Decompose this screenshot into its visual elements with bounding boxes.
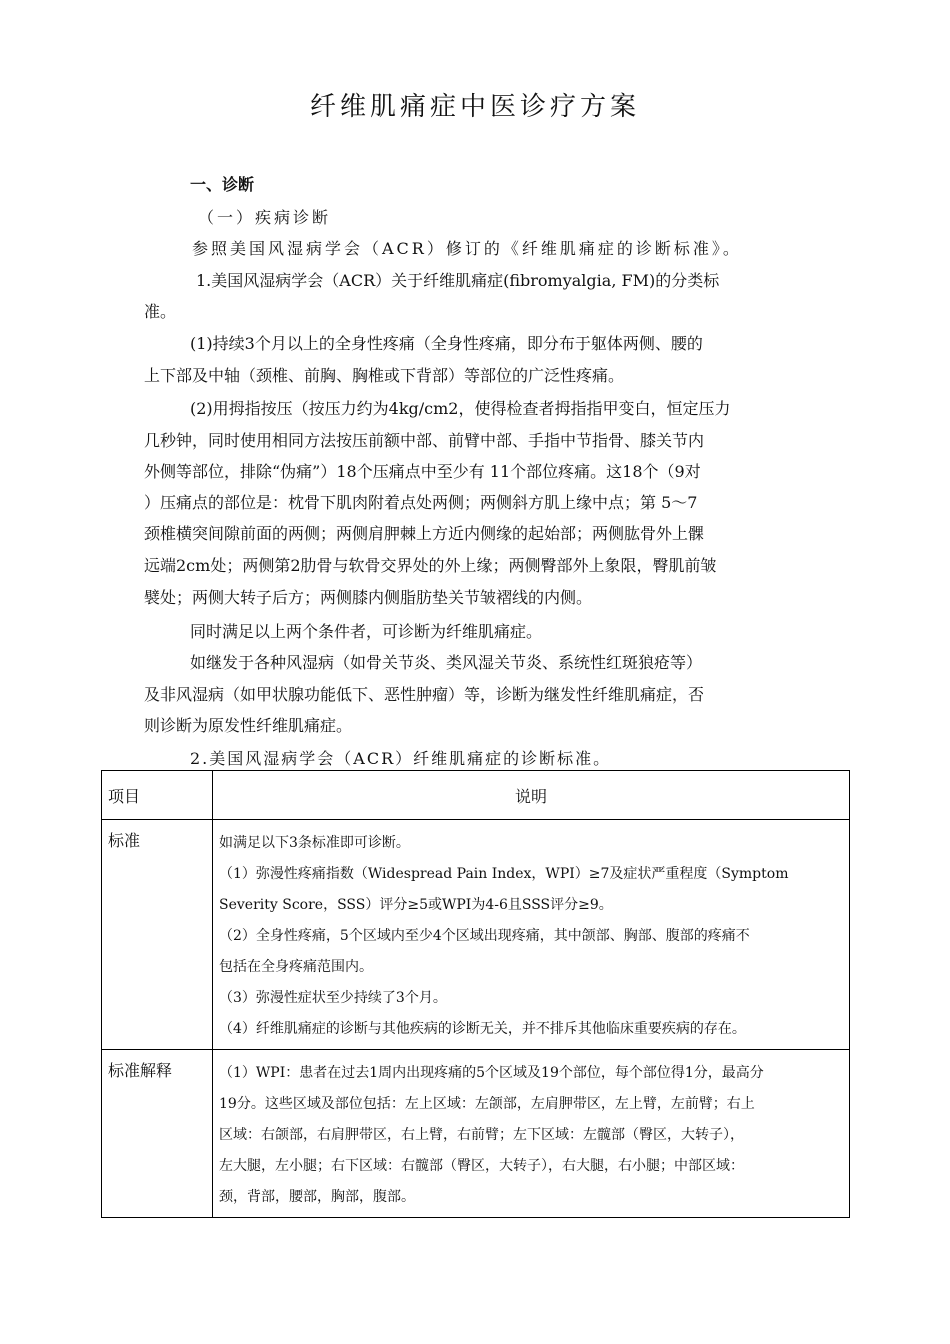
table-row <box>102 1050 850 1218</box>
criteria-line: （1）弥漫性疼痛指数（Widespread Pain Index，WPI）≥7及症状严重程度（Symptom <box>219 866 789 882</box>
para6-table-caption: 2.美国风湿病学会（ACR）纤维肌痛症的诊断标准。 <box>190 749 612 768</box>
explanation-line: 颈，背部，腰部，胸部，腹部。 <box>219 1189 415 1205</box>
row-explanation-content <box>213 1050 850 1218</box>
explanation-line: 左大腿，左小腿；右下区域：右髋部（臀区，大转子），右大腿，右小腿；中部区域： <box>219 1158 744 1174</box>
diagnostic-criteria-table <box>101 770 850 1218</box>
para1-line2: 准。 <box>144 302 177 321</box>
criteria-line: Severity Score，SSS）评分≥5或WPI为4-6且SSS评分≥9。 <box>219 897 613 913</box>
criteria-line: （2）全身性疼痛，5个区域内至少4个区域出现疼痛，其中颌部、胸部、腹部的疼痛不 <box>219 928 750 944</box>
para3-line3: 外侧等部位，排除“伪痛”）18个压痛点中至少有 11个部位疼痛。这18个（9对 <box>144 462 701 481</box>
para3-line5: 颈椎横突间隙前面的两侧；两侧肩胛棘上方近内侧缘的起始部；两侧肱骨外上髁 <box>144 524 705 543</box>
para3-line6: 远端2cm处；两侧第2肋骨与软骨交界处的外上缘；两侧臀部外上象限，臀肌前皱 <box>144 556 717 575</box>
para3-line7: 襞处；两侧大转子后方；两侧膝内侧脂肪垫关节皱褶线的内侧。 <box>144 588 593 607</box>
table-row <box>102 820 850 1050</box>
para3-line4: ）压痛点的部位是：枕骨下肌肉附着点处两侧；两侧斜方肌上缘中点；第 5～7 <box>144 493 698 512</box>
explanation-line: 19分。这些区域及部位包括：左上区域：左颌部，左肩胛带区，左上臂，左前臂；右上 <box>219 1096 755 1112</box>
para4: 同时满足以上两个条件者，可诊断为纤维肌痛症。 <box>190 622 543 641</box>
row-label-criteria: 标准 <box>102 820 213 1050</box>
para5-line2: 及非风湿病（如甲状腺功能低下、恶性肿瘤）等，诊断为继发性纤维肌痛症，否 <box>144 685 705 704</box>
para3-line1: (2)用拇指按压（按压力约为4kg/cm2，使得检查者拇指指甲变白，恒定压力 <box>190 399 731 418</box>
row-criteria-content <box>213 820 850 1050</box>
reference-line: 参照美国风湿病学会（ACR）修订的《纤维肌痛症的诊断标准》。 <box>192 239 742 258</box>
subheading-disease-diagnosis: （一）疾病诊断 <box>198 208 332 227</box>
header-description: 说明 <box>213 771 850 820</box>
header-item: 项目 <box>102 771 213 820</box>
page-title: 纤维肌痛症中医诊疗方案 <box>309 92 640 122</box>
criteria-line: 如满足以下3条标准即可诊断。 <box>219 835 410 851</box>
para2-line1: (1)持续3个月以上的全身性疼痛（全身性疼痛，即分布于躯体两侧、腰的 <box>190 334 703 353</box>
para2-line2: 上下部及中轴（颈椎、前胸、胸椎或下背部）等部位的广泛性疼痛。 <box>144 366 625 385</box>
row-label-explanation: 标准解释 <box>102 1050 213 1218</box>
criteria-line: 包括在全身疼痛范围内。 <box>219 959 373 975</box>
criteria-line: （4）纤维肌痛症的诊断与其他疾病的诊断无关，并不排斥其他临床重要疾病的存在。 <box>219 1021 746 1037</box>
explanation-line: 区域：右颌部，右肩胛带区，右上臂，右前臂；左下区域：左髋部（臀区，大转子）， <box>219 1127 744 1143</box>
criteria-line: （3）弥漫性症状至少持续了3个月。 <box>219 990 447 1006</box>
para3-line2: 几秒钟，同时使用相同方法按压前额中部、前臂中部、手指中节指骨、膝关节内 <box>144 431 705 450</box>
explanation-line: （1）WPI：患者在过去1周内出现疼痛的5个区域及19个部位，每个部位得1分，最高分 <box>219 1065 764 1081</box>
table-header-row <box>102 771 850 820</box>
para5-line3: 则诊断为原发性纤维肌痛症。 <box>144 716 353 735</box>
para1-line1: 1.美国风湿病学会（ACR）关于纤维肌痛症(fibromyalgia, FM)的分类标 <box>196 271 720 290</box>
para5-line1: 如继发于各种风湿病（如骨关节炎、类风湿关节炎、系统性红斑狼疮等） <box>190 653 703 672</box>
section-heading-diagnosis: 一、诊断 <box>190 175 255 194</box>
